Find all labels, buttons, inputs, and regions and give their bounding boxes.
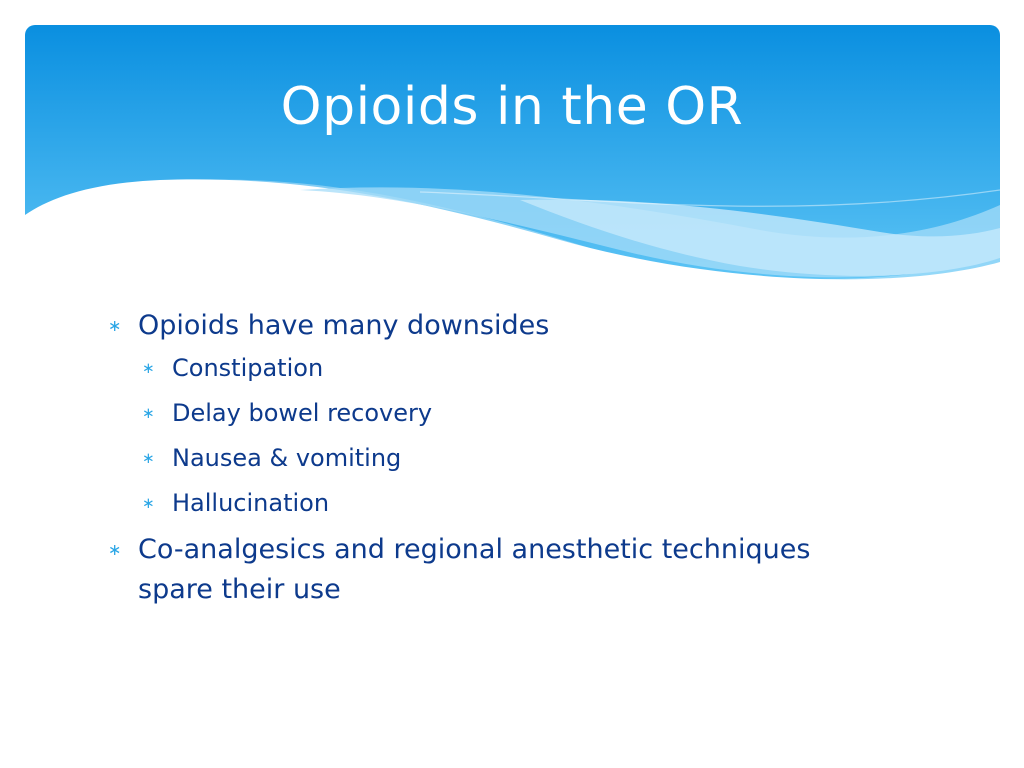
- header-wave-banner: [0, 0, 1024, 300]
- bullet-text: Co-analgesics and regional anesthetic techniques spare their use: [138, 534, 811, 605]
- sub-bullet-text: Delay bowel recovery: [172, 399, 433, 427]
- bullet-list: [108, 306, 888, 610]
- slide-title: Opioids in the OR: [280, 77, 744, 137]
- sub-bullet-item-nausea: [142, 436, 888, 481]
- asterisk-icon: ∗: [142, 359, 155, 377]
- bullet-text: Opioids have many downsides: [138, 310, 550, 341]
- asterisk-icon: ∗: [142, 404, 155, 422]
- sub-bullet-text: Hallucination: [172, 489, 330, 517]
- sub-bullet-text: Nausea & vomiting: [172, 444, 402, 472]
- sub-bullet-item-bowel-recovery: [142, 391, 888, 436]
- asterisk-icon: ∗: [108, 540, 122, 559]
- sub-bullet-text: Constipation: [172, 354, 324, 382]
- asterisk-icon: ∗: [142, 494, 155, 512]
- sub-bullet-item-hallucination: [142, 481, 888, 526]
- bullet-item-downsides: [108, 306, 888, 346]
- sub-bullet-item-constipation: [142, 346, 888, 391]
- asterisk-icon: ∗: [108, 316, 122, 335]
- bullet-item-co-analgesics: [108, 530, 888, 610]
- asterisk-icon: ∗: [142, 449, 155, 467]
